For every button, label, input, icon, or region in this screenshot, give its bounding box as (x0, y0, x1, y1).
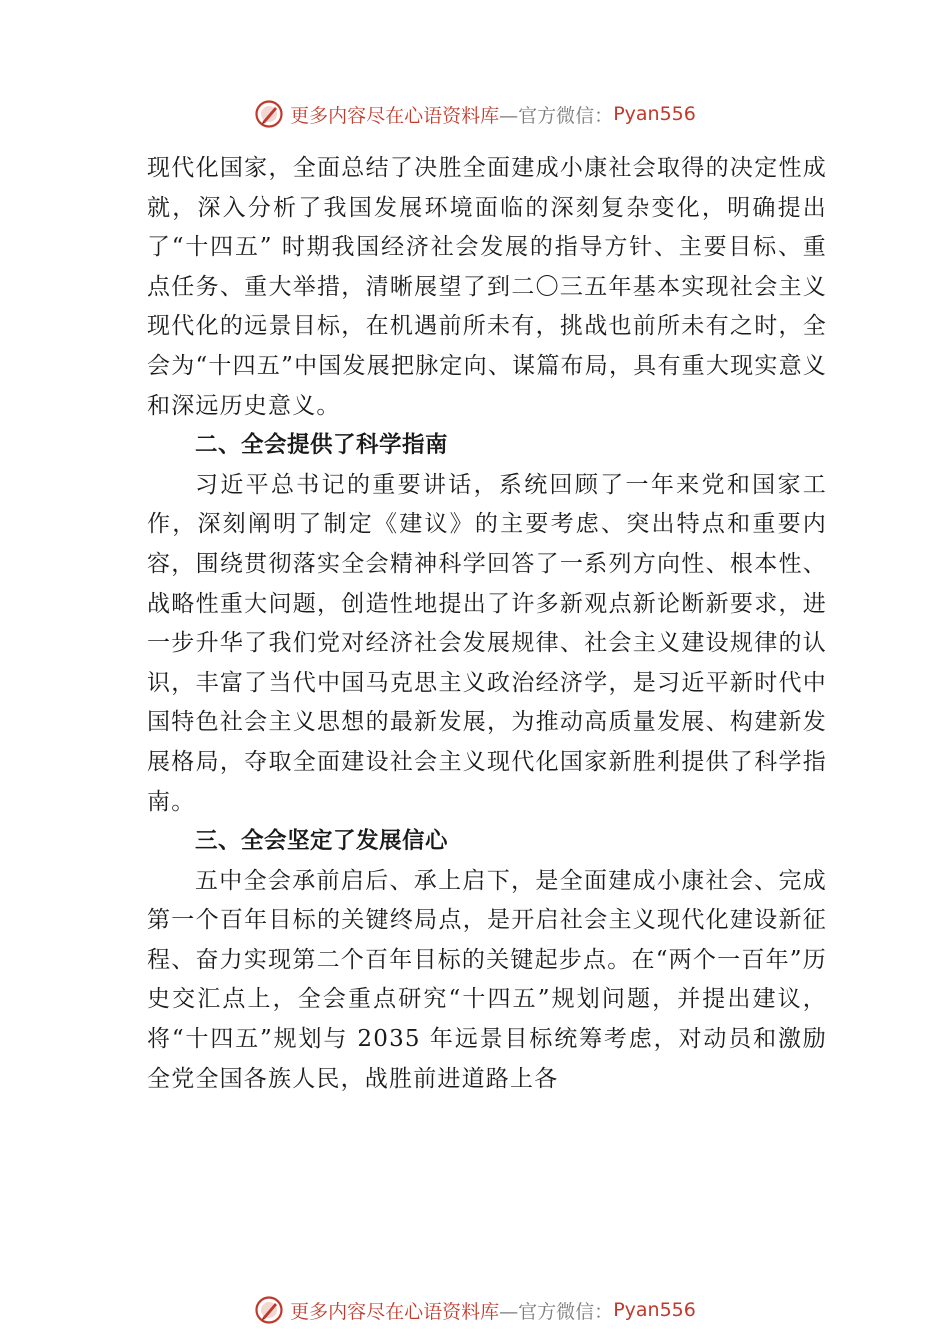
document-body (147, 149, 827, 1099)
banner-dash-label: —官方微信： (499, 1300, 614, 1323)
pen-in-circle-icon (254, 1295, 284, 1325)
section-heading-2: 二、全会提供了科学指南 (195, 432, 449, 459)
banner-dash-label: —官方微信： (499, 104, 614, 127)
banner-wechat-id: Pyan556 (613, 1299, 696, 1321)
banner-title: 更多内容尽在心语资料库 (290, 1300, 500, 1323)
paragraph-2: 习近平总书记的重要讲话，系统回顾了一年来党和国家工作，深刻阐明了制定《建议》的主要考虑、突出特点和重要内容，围绕贯彻落实全会精神科学回答了一系列方向性、根本性、战略性重大问题，创造性地提出了许多新观点新论断新要求，进一步升华了我们党对经济社会发展规律、社会主义建设规律的认识，丰富了当代中国马克思主义政治经济学，是习近平新时代中国特色社会主义思想的最新发展，为推动高质量发展、构建新发展格局，夺取全面建设社会主义现代化国家新胜利提供了科学指南。 (147, 471, 827, 815)
header-banner (0, 94, 950, 134)
section-heading-3: 三、全会坚定了发展信心 (195, 828, 449, 855)
banner-wechat-id: Pyan556 (613, 103, 696, 125)
pen-in-circle-icon (254, 99, 284, 129)
banner-title: 更多内容尽在心语资料库 (290, 104, 500, 127)
paragraph-1: 现代化国家，全面总结了决胜全面建成小康社会取得的决定性成就，深入分析了我国发展环境面临的深刻复杂变化，明确提出了“十四五” 时期我国经济社会发展的指导方针、主要目标、重点任务、重大举措，清晰展望了到二〇三五年基本实现社会主义现代化的远景目标，在机遇前所未有，挑战也前所未有之时，全会为“十四五”中国发展把脉定向、谋篇布局，具有重大现实意义和深远历史意义。 (147, 155, 827, 419)
footer-banner (0, 1290, 950, 1330)
paragraph-3: 五中全会承前启后、承上启下，是全面建成小康社会、完成第一个百年目标的关键终局点，是开启社会主义现代化建设新征程、奋力实现第二个百年目标的关键起步点。在“两个一百年”历史交汇点上，全会重点研究“十四五”规划问题，并提出建议，将“十四五”规划与 2035 年远景目标统筹考虑，对动员和激励全党全国各族人民，战胜前进道路上各 (147, 867, 827, 1092)
